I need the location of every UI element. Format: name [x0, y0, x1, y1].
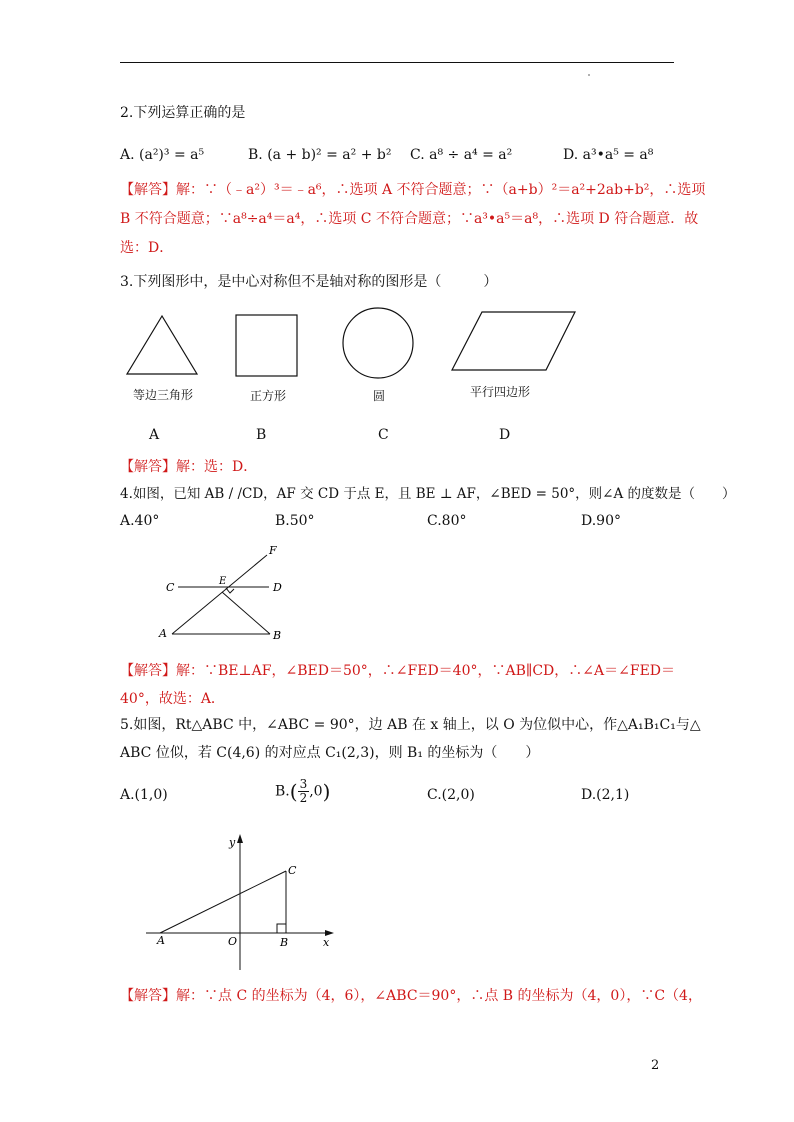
- q5-option-b-prefix: B.: [275, 783, 290, 800]
- q4-option-c: C.80°: [427, 513, 467, 529]
- label-f: F: [269, 544, 277, 557]
- q4-option-b: B.50°: [275, 513, 315, 529]
- q2-answer-line-3: 选：D．: [120, 240, 174, 256]
- q5-answer: 【解答】解：∵点 C 的坐标为（4，6），∠ABC＝90°，∴点 B 的坐标为（4，0），∵C（4，: [120, 988, 702, 1004]
- label-o: O: [228, 935, 238, 948]
- q5-stem-line-1: 5.如图，Rt△ABC 中，∠ABC = 90°，边 AB 在 x 轴上，以 O 为位似中心，作△A₁B₁C₁与△: [120, 717, 701, 733]
- q4-answer-line-1: 【解答】解：∵BE⊥AF，∠BED＝50°，∴∠FED＝40°，∵AB∥CD，∴∠A＝∠FED＝: [120, 663, 676, 679]
- q4-answer-line-2: 40°，故选：A．: [120, 691, 225, 707]
- q3-answer: 【解答】解：选：D．: [120, 459, 258, 475]
- q3-option-c: C: [378, 427, 389, 443]
- q2-option-b: B. (a + b)² = a² + b²: [248, 147, 392, 163]
- q2-answer-line-2: B 不符合题意；∵a⁸÷a⁴＝a⁴，∴选项 C 不符合题意；∵a³•a⁵＝a⁸，∴选项 D 符合题意．故: [120, 211, 699, 227]
- label-x: x: [323, 936, 330, 949]
- square-label: 正方形: [250, 389, 287, 403]
- q5-stem-line-2: ABC 位似，若 C(4,6) 的对应点 C₁(2,3)，则 B₁ 的坐标为（ ）: [120, 745, 540, 761]
- q3-option-d: D: [499, 427, 511, 443]
- label-d: D: [273, 581, 282, 594]
- q5-option-d: D.(2,1): [581, 787, 630, 803]
- q4-option-a: A.40°: [120, 513, 160, 529]
- q5-option-a: A.(1,0): [120, 787, 168, 803]
- label-c: C: [166, 581, 175, 594]
- label-b: B: [273, 629, 282, 642]
- label-a: A: [157, 934, 165, 947]
- q5-option-b-fraction: $\frac{3}{2}$: [299, 777, 308, 805]
- parallelogram-label: 平行四边形: [470, 385, 531, 399]
- page-number: 2: [651, 1058, 660, 1073]
- label-y: y: [229, 836, 236, 849]
- q3-option-b: B: [256, 427, 267, 443]
- triangle-label: 等边三角形: [133, 388, 194, 402]
- q5-option-c: C.(2,0): [427, 787, 475, 803]
- q4-option-d: D.90°: [581, 513, 621, 529]
- q3-stem: 3.下列图形中，是中心对称但不是轴对称的图形是（ ）: [120, 274, 498, 290]
- circle-label: 圆: [373, 389, 386, 403]
- q2-option-a: A. (a²)³ = a⁵: [120, 147, 205, 163]
- q2-option-d: D. a³•a⁵ = a⁸: [563, 147, 654, 163]
- q5-option-b: B.( $\frac{3}{2}$ ,0): [275, 777, 331, 805]
- y-axis-arrow: [237, 834, 243, 843]
- segment-ac: [160, 871, 286, 933]
- label-b: B: [280, 936, 289, 949]
- right-angle-square: [277, 924, 286, 933]
- q2-option-c: C. a⁸ ÷ a⁴ = a²: [410, 147, 513, 163]
- q4-stem: 4.如图，已知 AB / /CD，AF 交 CD 于点 E，且 BE ⊥ AF，∠BED = 50°，则∠A 的度数是（ ）: [120, 486, 736, 502]
- label-c: C: [288, 864, 297, 877]
- q2-stem: 2.下列运算正确的是: [120, 105, 246, 121]
- q2-answer-line-1: 【解答】解：∵（﹣a²）³＝﹣a⁶，∴选项 A 不符合题意；∵（a+b）²＝a²+2ab+b²，∴选项: [120, 182, 706, 198]
- label-e: E: [219, 576, 227, 587]
- label-a: A: [159, 627, 167, 640]
- q3-option-a: A: [149, 427, 160, 443]
